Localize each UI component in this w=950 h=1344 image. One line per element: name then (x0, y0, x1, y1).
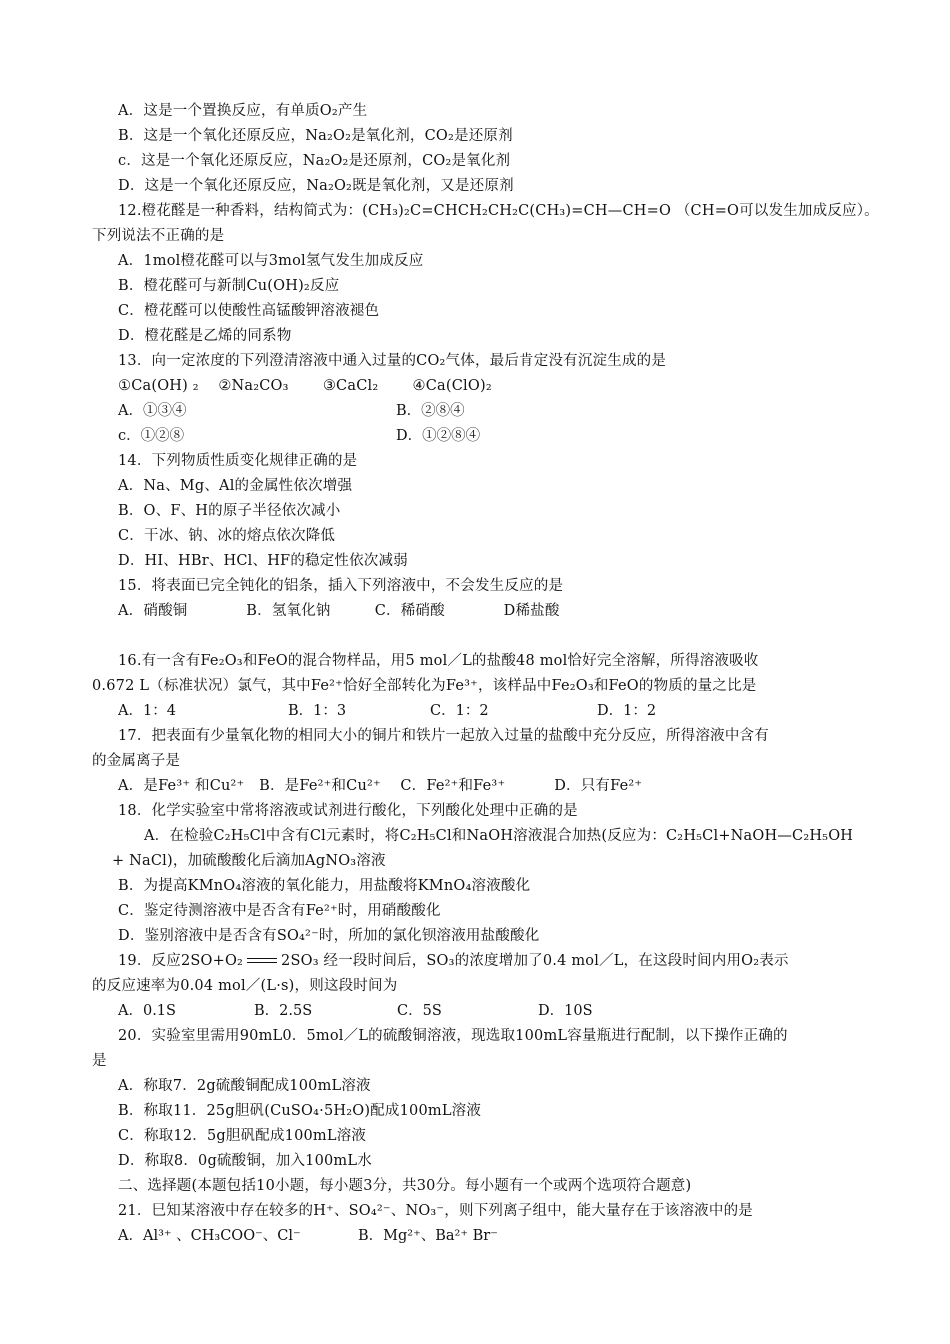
q19-option-b: B．2.5S (254, 1003, 313, 1019)
q18-stem: 18．化学实验室中常将溶液或试剂进行酸化，下列酸化处理中正确的是 (118, 803, 578, 819)
q12-option-c: C．橙花醛可以使酸性高锰酸钾溶液褪色 (118, 303, 380, 319)
q21-option-a: A．Al³⁺ 、CH₃COO⁻、Cl⁻ (118, 1228, 301, 1244)
q14-option-b: B．O、F、H的原子半径依次减小 (118, 503, 341, 519)
q20-option-c: C．称取12．5g胆矾配成100mL溶液 (118, 1128, 367, 1144)
q16-option-c: C．1：2 (430, 703, 489, 719)
q19-stem-rest: 2SO₃ 经一段时间后，SO₃的浓度增加了0.4 mol／L，在这段时间内用O₂表示 (281, 953, 789, 969)
q13-items: ①Ca(OH) ₂ ②Na₂CO₃ ③CaCl₂ ④Ca(ClO)₂ (118, 378, 492, 394)
q20-option-b: B．称取11．25g胆矾(CuSO₄·5H₂O)配成100mL溶液 (118, 1103, 482, 1119)
q17-stem: 17．把表面有少量氧化物的相同大小的铜片和铁片一起放入过量的盐酸中充分反应，所得溶液中含有 (118, 728, 769, 744)
equilibrium-arrow-icon (247, 956, 277, 966)
q16-option-a: A．1：4 (118, 703, 176, 719)
q13-stem: 13．向一定浓度的下列澄清溶液中通入过量的CO₂气体，最后肯定没有沉淀生成的是 (118, 353, 667, 369)
q16-stem: 16.有一含有Fe₂O₃和FeO的混合物样品，用5 mol／L的盐酸48 mol恰好完全溶解，所得溶液吸收 (118, 653, 759, 669)
q14-option-d: D．HI、HBr、HCl、HF的稳定性依次减弱 (118, 553, 408, 569)
q11-option-a: A．这是一个置换反应，有单质O₂产生 (118, 103, 368, 119)
q19-stem-cont: 的反应速率为0.04 mol／(L·s)，则这段时间为 (92, 978, 398, 994)
q19-stem-prefix: 19．反应2SO+O₂ (118, 953, 244, 969)
q11-option-d: D．这是一个氧化还原反应，Na₂O₂既是氧化剂，又是还原剂 (118, 178, 514, 194)
q12-stem: 12.橙花醛是一种香料，结构简式为：(CH₃)₂C=CHCH₂CH₂C(CH₃)=CH—CH=O （CH=O可以发生加成反应）。 (118, 203, 879, 219)
q19-option-c: C．5S (397, 1003, 442, 1019)
q12-stem-cont: 下列说法不正确的是 (92, 228, 225, 244)
q20-stem: 20．实验室里需用90mL0．5mol／L的硫酸铜溶液，现选取100mL容量瓶进行配制，以下操作正确的 (118, 1028, 788, 1044)
q18-option-d: D．鉴别溶液中是否含有SO₄²⁻时，所加的氯化钡溶液用盐酸酸化 (118, 928, 540, 944)
q20-stem-cont: 是 (92, 1053, 107, 1069)
q19-option-d: D．10S (538, 1003, 593, 1019)
q16-option-d: D．1：2 (597, 703, 657, 719)
q14-stem: 14．下列物质性质变化规律正确的是 (118, 453, 358, 469)
section-2-heading: 二、选择题(本题包括10小题，每小题3分，共30分。每小题有一个或两个选项符合题意) (118, 1178, 692, 1194)
q21-option-b: B．Mg²⁺、Ba²⁺ Br⁻ (358, 1228, 498, 1244)
q11-option-b: B．这是一个氧化还原反应，Na₂O₂是氧化剂，CO₂是还原剂 (118, 128, 513, 144)
q15-stem: 15．将表面已完全钝化的铝条，插入下列溶液中，不会发生反应的是 (118, 578, 564, 594)
q14-option-a: A．Na、Mg、Al的金属性依次增强 (118, 478, 353, 494)
q13-option-c: c．①②⑧ (118, 428, 185, 444)
q18-option-b: B．为提高KMnO₄溶液的氧化能力，用盐酸将KMnO₄溶液酸化 (118, 878, 531, 894)
q20-option-d: D．称取8．0g硫酸铜，加入100mL水 (118, 1153, 372, 1169)
q18-option-c: C．鉴定待测溶液中是否含有Fe²⁺时，用硝酸酸化 (118, 903, 441, 919)
q16-stem-cont: 0.672 L（标准状况）氯气，其中Fe²⁺恰好全部转化为Fe³⁺，该样品中Fe₂O₃和FeO的物质的量之比是 (92, 678, 757, 694)
q20-option-a: A．称取7．2g硫酸铜配成100mL溶液 (118, 1078, 371, 1094)
q18-option-a-cont: + NaCl)，加硫酸酸化后滴加AgNO₃溶液 (112, 853, 386, 869)
q17-stem-cont: 的金属离子是 (92, 753, 181, 769)
q19-stem (118, 951, 789, 971)
q19-option-a: A．0.1S (118, 1003, 176, 1019)
q12-option-a: A．1mol橙花醛可以与3mol氢气发生加成反应 (118, 253, 424, 269)
q15-options: A．硝酸铜 B．氢氧化钠 C．稀硝酸 D稀盐酸 (118, 603, 560, 619)
q16-option-b: B．1：3 (288, 703, 347, 719)
q12-option-d: D．橙花醛是乙烯的同系物 (118, 328, 292, 344)
q17-options: A．是Fe³⁺ 和Cu²⁺ B．是Fe²⁺和Cu²⁺ C．Fe²⁺和Fe³⁺ D．只有Fe²⁺ (118, 778, 643, 794)
q18-option-a: A．在检验C₂H₅Cl中含有Cl元素时，将C₂H₅Cl和NaOH溶液混合加热(反应为：C₂H₅Cl+NaOH—C₂H₅OH (144, 828, 854, 844)
q13-option-a: A．①③④ (118, 403, 187, 419)
q12-option-b: B．橙花醛可与新制Cu(OH)₂反应 (118, 278, 340, 294)
q21-stem: 21．巳知某溶液中存在较多的H⁺、SO₄²⁻、NO₃⁻，则下列离子组中，能大量存在于该溶液中的是 (118, 1203, 753, 1219)
q14-option-c: C．干冰、钠、冰的熔点依次降低 (118, 528, 336, 544)
q13-option-b: B．②⑧④ (396, 403, 465, 419)
q13-option-d: D．①②⑧④ (396, 428, 481, 444)
q11-option-c: c．这是一个氧化还原反应，Na₂O₂是还原剂，CO₂是氧化剂 (118, 153, 511, 169)
